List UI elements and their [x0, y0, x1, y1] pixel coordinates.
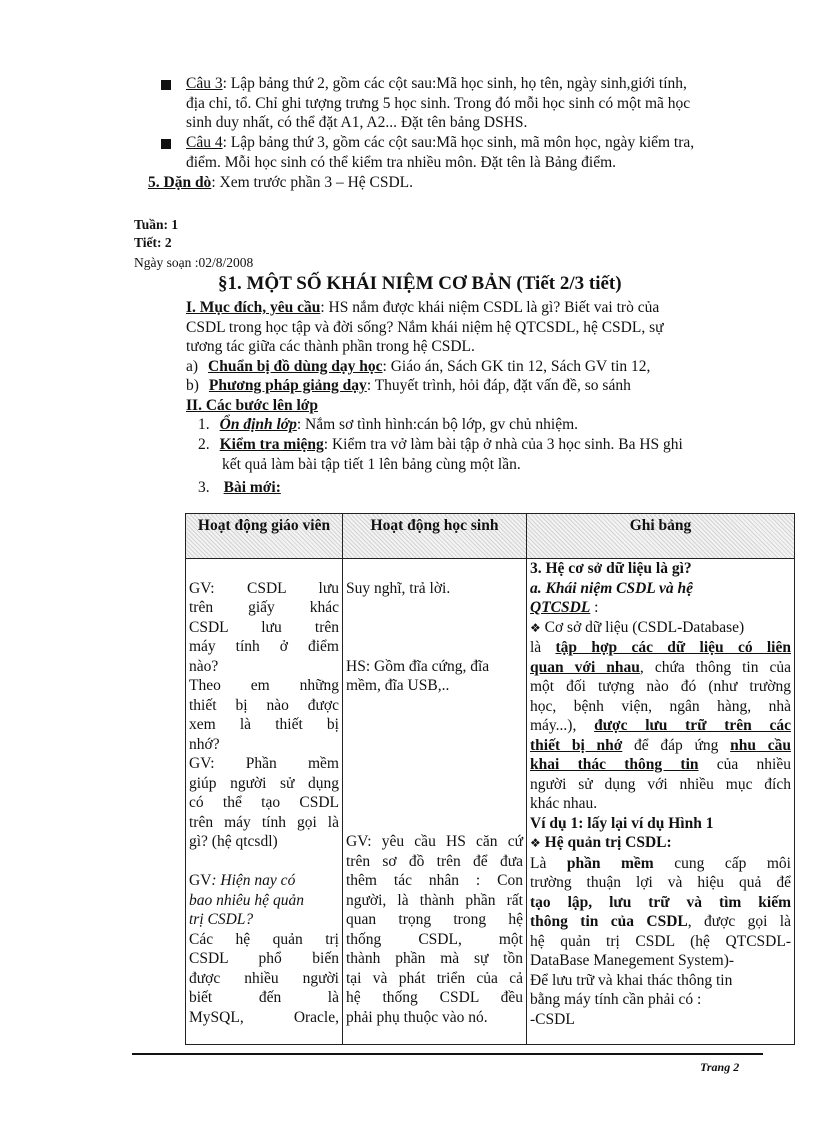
lesson-table — [185, 513, 795, 1045]
note-cell: 3. Hệ cơ sở dữ liệu là gì? a. Khái niệm CSDL và hệ QTCSDL : ❖ Cơ sở dữ liệu (CSDL-Database) là tập hợp các dữ liệu có liên quan với nhau, chứa thông tin của một đối tượng nào đó (như trường học, bệnh viện, ngân hàng, nhà máy...), được lưu trữ trên các thiết bị nhớ để đáp ứng nhu cầu khai thác thông tin của nhiều người sử dụng với nhiều mục đích khác nhau. Ví dụ 1: lấy lại ví dụ Hình 1 ❖ Hệ quản trị CSDL: Là phần mềm cung cấp môi trường thuận lợi và hiệu quả để tạo lập, lưu trữ và tìm kiếm thông tin của CSDL, được gọi là hệ quản trị CSDL (hệ QTCSDL- DataBase Manegement System)- Để lưu trữ và khai thác thông tin bằng máy tính cần phải có : -CSDL — [527, 559, 795, 1045]
step-1: 1. Ổn định lớp: Nắm sơ tình hình:cán bộ lớp, gv chủ nhiệm. — [198, 416, 579, 433]
diamond-bullet-icon: ❖ — [530, 836, 541, 850]
bullet-icon — [161, 139, 171, 149]
page-number: Trang 2 — [700, 1060, 740, 1074]
q4-label: Câu 4 — [186, 134, 223, 151]
header-gv: Hoạt động giáo viên — [186, 514, 343, 559]
gv-cell: GV: CSDL lưu trên giấy khác CSDL lưu trên máy tính ở điểm nào? Theo em những thiết bị nào được xem là thiết bị nhớ? GV: Phần mềm giúp người sử dụng có thể tạo CSDL trên máy tính gọi là gì? (hệ qtcsdl) GV: Hiện nay có bao nhiêu hệ quản trị CSDL? Các hệ quản trị CSDL phổ biến được nhiều người biết đến là MySQL, Oracle, — [186, 559, 343, 1045]
section-2: II. Các bước lên lớp — [186, 397, 318, 414]
page-title: §1. MỘT SỐ KHÁI NIỆM CƠ BẢN (Tiết 2/3 tiết) — [218, 273, 622, 294]
table-header-row — [186, 514, 795, 559]
question-3: Câu 3: Lập bảng thứ 2, gồm các cột sau:Mã học sinh, họ tên, ngày sinh,giới tính, địa chỉ, tổ. Chỉ ghi tượng trưng 5 học sinh. Trong đó mỗi học sinh có một mã học sinh duy nhất, có thể đặt A1, A2... Đặt tên bảng DSHS. — [186, 75, 691, 131]
question-4: Câu 4: Lập bảng thứ 3, gồm các cột sau:Mã học sinh, mã môn học, ngày kiểm tra, điểm. Mỗi học sinh có thể kiểm tra nhiều môn. Đặt tên là Bảng điểm. — [186, 134, 695, 171]
table-row — [186, 559, 795, 1045]
step-2: 2. Kiểm tra miệng: Kiểm tra vở làm bài tập ở nhà của 3 học sinh. Ba HS ghi kết quả làm bài tập tiết 1 lên bảng cùng một lần. — [198, 436, 683, 473]
q3-label: Câu 3 — [186, 75, 223, 92]
section-1: I. Mục đích, yêu cầu: HS nắm được khái niệm CSDL là gì? Biết vai trò của CSDL trong học tập và đời sống? Nắm khái niệm hệ QTCSDL, hệ CSDL, sự tương tác giữa các thành phần trong hệ CSDL. — [186, 299, 664, 355]
header-note: Ghi bảng — [527, 514, 795, 559]
dando-label: 5. Dặn dò — [148, 174, 212, 191]
step-3: 3. Bài mới: — [198, 479, 281, 496]
header-hs: Hoạt động học sinh — [343, 514, 527, 559]
hs-cell: Suy nghĩ, trả lời. HS: Gồm đĩa cứng, đĩa mềm, đĩa USB,.. GV: yêu cầu HS căn cứ trên sơ đồ trên để đưa thêm tác nhân : Con người, là thành phần rất quan trọng trong hệ thống CSDL, một thành phần mà sự tồn tại và phát triển của cả hệ thống CSDL đều phải phụ thuộc vào nó. — [343, 559, 527, 1045]
footer-divider — [132, 1053, 763, 1055]
dando: 5. Dặn dò: Xem trước phần 3 – Hệ CSDL. — [148, 174, 414, 191]
bullet-icon — [161, 80, 171, 90]
meta-tiet: Tiết: 2 — [134, 235, 172, 250]
section-1-a: a) Chuẩn bị đồ dùng dạy học: Giáo án, Sách GK tin 12, Sách GV tin 12, — [186, 358, 651, 375]
diamond-bullet-icon: ❖ — [530, 620, 541, 635]
section-1-b: b) Phương pháp giảng dạy: Thuyết trình, hỏi đáp, đặt vấn đề, so sánh — [186, 377, 631, 394]
meta-tuan: Tuần: 1 — [134, 217, 179, 232]
meta-ngay: Ngày soạn :02/8/2008 — [134, 255, 254, 270]
